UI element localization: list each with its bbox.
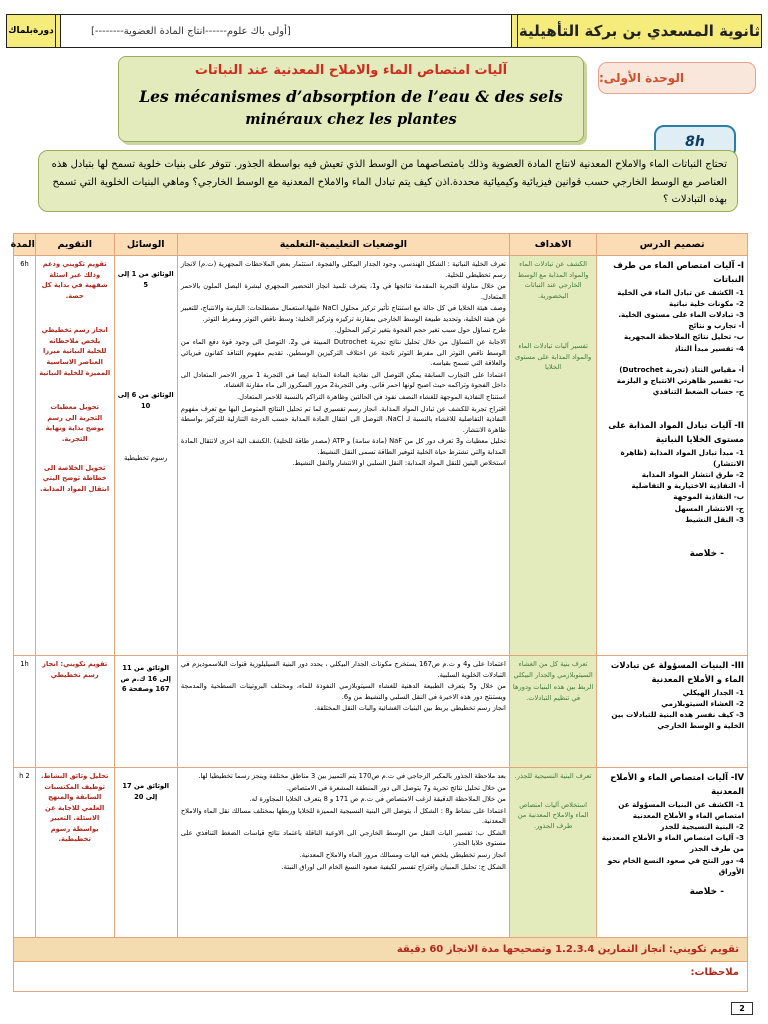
activity-text: من خلال الملاحظة الدقيقة لزغب الامتصاص في ت.م ص 171 و 8 يتعرف الخلايا المجاورة له. [249,795,506,804]
goal-text: تعرف بنية كل من الغشاء السيتوبلازمي والجدار البيكلي [513,660,593,679]
design-item: 2- البنية النسيجية للجذر [660,822,744,832]
design-item: ج- حساب الضغط التنافذي [652,386,744,396]
header-goals: الاهداف [509,234,596,256]
goals-cell [509,656,596,768]
design-summary: - خلاصة [689,886,724,897]
design-item: 1- الجدار الهيكلي [682,687,744,697]
notes-label: ملاحظات: [14,962,748,992]
school-name: ثانوية المسعدي بن بركة التأهيلية [517,15,761,47]
header-divider [511,15,517,47]
activity-text: اقتراح تجربة للكشف عن تبادل المواد المذابة. انجاز رسم تفسيري لما تم تحليل النتائج المتوصل اليها مع تعرف مفهوم النفاذية التفاضلية للاغشاء بالنسبة لـ NaCl، التوصل الى انتقال المادة المذابة حسب الدرجة التنازلية للتركيز بواسطة ظاهرة الانتشار. [180,404,506,434]
design-item: 4- تفسير مبدأ النتاذ [674,343,744,353]
title-french-line1: Les mécanismes d’absorption de l’eau & des sels [139,87,563,106]
means-cell [114,256,177,656]
design-title: I- آليات امتصاص الماء من طرف النباتات [613,260,744,284]
time-cell: 2 h [14,768,36,938]
activity-text: استخلاص اليتين للنقل المواد المذابة: النقل السلبي او الانتشار والنقل النشيط. [292,459,506,468]
design-summary: - خلاصة [689,548,724,559]
design-item: ج- الانتشار المسهل [674,503,744,513]
design-item: 4- دور النتح في صعود النسغ الخام نحو الأوراق [607,855,744,876]
activity-text: من خلال مناولة التجربة المقدمة نتائجها في و1، يتعرف تلميذ انجاز التحضير المجهري لبشرة البصل الملون بالاحمر المتعادل. [180,282,506,301]
evaluation-text: تقويم تكويني ودعم وذلك عبر اسئلة شفهية في بداية كل حصة. [41,260,108,300]
activity-text: تحليل معطيات و3 تعرف دور كل من NaF (مادة سامة) و ATP (مصدر طاقة للخلية) .الكشف الية اخرى لانتقال المادة المذابة والتي تشترط حياة الخلية لتوفير الطاقة تسمى النقل النشيط. [180,437,506,456]
design-item: ب- تفسير ظاهرتي الانتباج و البلزمة [616,375,744,385]
goal-text: الكشف عن تبادلات الماء والمواد المذابة مع الوسط الخارجي عند النباتات اليخضورية. [517,260,589,300]
intro-situation: تحتاج النباتات الماء والاملاح المعدنية لانتاج المادة العضوية وذلك بامتصاصهما من الوسط الذي تعيش فيه بواسطة الجذور. تتوفر على بنيات خلوية تسمح لها بتبادل هذه العناصر مع الوسط الخارجي حسب قوانين فيزيائية وكيميائية محددة.اذن كيف يتم تبادل الماء والاملاح المعدنية مع الوسط الخارجي؟ وماهي البنيات الخلوية التي تسمح بهذه التبادلات ؟ [38,150,738,212]
evaluation-cell [35,768,114,938]
title-french-line2: minéraux chez les plantes [245,111,457,128]
header-activities: الوضعيات التعليمية-التعلمية [177,234,509,256]
lesson-title-box [118,56,584,142]
activity-text: استنتاج النفاذية الموجهة للغشاء النصف نفوذ في الحالتين وظاهرة التراكم بالنسبة للاحمر المتعادل. [236,392,506,401]
means-text: الوثائق من 1 إلى 5 [117,270,174,289]
unit-label: الوحدة الأولى: [598,62,756,94]
activity-text: اعتمادا على و4 و ت.م ص167 يستخرج مكونات الجدار البيكلي ، يحدد دور البنية السيليلوزية قنوات البلاسموديزم في التبادلات الخلوية السلبية. [180,660,506,679]
header-time: المدة [14,234,36,256]
table-header-row [14,234,748,256]
means-cell [114,768,177,938]
design-item: ب- النفاذية الموجهة [673,492,744,502]
activity-text: تعرف الخلية النباتية : الشكل الهندسي، وجود الجدار البيكلي والفجوة. استثمار بعض الملاحظات المجهرية (ت.م) لانجاز رسم تخطيطي للخلية. [180,260,506,279]
formative-row [14,938,748,962]
activity-text: وصف هيئة الخلايا في كل حالة مع استنتاج تأثير تركيز محلول NaCl عليها.استعمال مصطلحات: البلزمة والانتباج، للتعبير عن هيئة الخلية، وتحديد طبيعة الوسط الخارجي بمقارنة تركيزه وتركيز الخلية: وسط ناقص التوتر ومفرط التوتر. [180,304,506,323]
header-bar [6,14,762,48]
activity-text: انجاز رسم تخطيطي يلخص فيه اليات ومسالك مرور الماء والاملاح المعدنية. [299,851,506,860]
header-divider [55,15,60,47]
design-item: 3- كيف نفسر هذه البنية للتبادلات بين الخلية و الوسط الخارجي [611,710,744,731]
activities-cell [177,768,509,938]
design-title: IV- آليات امتصاص الماء و الأملاح المعدنية [610,772,744,796]
goal-text: استخلاص آليات امتصاص الماء والاملاح المعدنية من طرف الجذور. [517,800,589,830]
level-field: [أولى باك علوم------انتاج المادة العضوية--------] [60,15,511,47]
design-item: 2- طرق انتشار المواد المذابة [641,470,744,480]
goal-text: تفسير آليات تبادلات الماء والمواد المذابة على مستوى الخلايا [514,342,592,372]
time-cell: 6h [14,256,36,656]
design-item: أ- مقياس النتاذ (تجربة Dutrochet) [619,364,744,374]
evaluation-cell [35,256,114,656]
evaluation-cell [35,656,114,768]
design-item: 2- الغشاء السيتوبلازمي [661,698,744,708]
activity-text: اعتمادا على التجارب السابقة يمكن التوصل الى نفاذية المادة المذابة ايضا في التجربة 1 مرور الاحمر المتعادل الى داخل الفجوة وتراكمه حيث اصبح لونها احمر قاني. وفي التجربة2 مرور السكروز الى ماء مقارنة الغشاء. [180,370,506,390]
design-item: 1- الكشف عن البنيات المسؤولة عن امتصاص الماء و الأملاح المعدنية [618,799,744,820]
design-item: 1- مبدأ تبادل المواد المذابة (ظاهرة الانتشار) [620,447,744,468]
design-item: أ- النفاذية الاختيارية و التفاضلية [631,481,744,491]
design-item: ب- تحليل نتائج الملاحظة المجهرية [623,332,744,342]
activity-text: الاجابة عن التساؤل من خلال تحليل نتائج تجربة Dutrochet المبينة في و2. التوصل الى وجود قوة دفع الماء من الوسط ناقص التوتر الى مفرط التوتر ناتجة عن اختلاف التركيزين الوسطين. تقديم مفهوم التنافذ كقانون فيزيائي والعلاقة التي تسمح بقياسه. [180,338,506,368]
goal-text: تعرف البنية النسيجية للجذر. [514,772,592,780]
evaluation-text: تحليل وثائق النشاط. توظيف المكتسبات السابقة والمنهج العلمي للاجابة عن الاسئلة. التعبير بواسطة رسوم تخطيطية. [40,772,109,844]
evaluation-text: تحويل الخلاصة الى خطاطة توضح اليتي انتقال المواد المذابة. [40,463,110,493]
means-text: الوثائق من 17 إلى 20 [122,782,170,801]
header-design: تصميم الدرس [597,234,748,256]
formative-text: تقويم تكويني: انجاز التمارين 1.2.3.4 وتصحيحها مدة الانجاز 60 دقيقة [14,938,748,962]
design-title: III- البنيات المسؤولة عن تبادلات الماء و الأملاح المعدنية [610,660,744,684]
design-item: 3- النقل النشيط [685,514,744,524]
design-cell [597,656,748,768]
activity-text: الشكل ج: تحليل المبيان واقتراح تفسير لكيفية صعود النسغ الخام الى اوراق النبتة. [281,862,506,871]
means-text: الوثائق من 6 إلى 10 [117,391,174,410]
evaluation-text: تحويل معطيات التجربة الى رسم يوضح بداية ونهاية التجربة. [45,403,104,443]
evaluation-text: تقويم تكويني: انجاز رسم تخطيطي [42,660,108,679]
goals-cell [509,256,596,656]
design-item: 1- الكشف عن تبادل الماء في الخلية [617,287,744,297]
design-cell [597,768,748,938]
design-title: II- آليات تبادل المواد المذابة على مستوى الخلايا النباتية [608,420,744,444]
lesson-table [10,233,748,992]
table-row [14,656,748,768]
table-row [14,768,748,938]
design-item: أ- تجارب و نتائج [688,321,744,331]
means-cell [114,656,177,768]
activity-text: انجاز رسم تخطيطي يربط بين البنيات الغشائية والبات النقل المختلفة. [314,704,506,713]
goal-text: الربط بين هذه البنيات ودورها في تنظيم التبادلات. [512,683,594,702]
activities-cell [177,656,509,768]
header-means: الوسائل [114,234,177,256]
time-cell: 1h [14,656,36,768]
activity-text: الشكل ب: تفسير اليات النقل من الوسط الخارجي الى الاوعية الناقلة باعتماد نتائج قياسات الضغط التنافذي على مستوى خلايا الجذر. [180,828,506,848]
goals-cell [509,768,596,938]
design-item: 3- آليات امتصاص الماء و الأملاح المعدنية من طرف الجذر [601,833,744,854]
means-text: الوثائق من 11 إلى 16 ك.م ص 167 وصفحة 6 [120,664,171,694]
activities-cell [177,256,509,656]
header-evaluation: التقويم [35,234,114,256]
page-number: 2 [731,1002,753,1015]
design-item: 2- مكونات خلية نباتية [669,298,744,308]
activity-text: من خلال و5 يتعرف الطبيعة الدهنية للغشاء السيتوبلازمي النفوذة للماء، ومختلف البروتينات السطحية والمدمجة ويستنتج دور هذه الاخيرة في النقل السلبي والنشيط من و6. [180,682,506,701]
design-item: 3- تبادلات الماء على مستوى الخلية. [618,310,744,320]
table-row [14,256,748,656]
evaluation-text: انجاز رسم تخطيطي يلخص ملاحظاته للخلية النباتية مبرزا العناصر الاساسية المميزة للخلية النباتية [39,326,111,377]
design-cell [597,256,748,656]
notes-row [14,962,748,992]
activity-text: بعد ملاحظة الجذور بالمكبر الزجاجي في ت.م ص170 يتم التمييز بين 3 مناطق مختلفة وينجز رسما تخطيطيا لها. [198,772,506,780]
activity-text: طرح تساؤل حول سبب تغير حجم الفجوة بتغير تركيز المحلول. [334,326,506,335]
session-box [7,15,55,47]
title-arabic: آليات امتصاص الماء والاملاح المعدنية عند النباتات [194,63,508,78]
activity-text: اعتمادا على نشاط و8 : الشكل أ، يتوصل الى البنية النسيجية المميزة للخلايا وربطها بمختلف مسالك نقل الماء والاملاح المعدنية. [180,806,506,826]
duration-badge: 8h [654,125,736,159]
session-line2: بلماك [8,25,33,36]
activity-text: من خلال تحليل نتائج تجربة و7 يتوصل الى دور المنطقة المشعرة في الامتصاص. [286,783,506,792]
session-line1: دورة [33,25,54,36]
means-text: رسوم تخطيطية [124,454,168,463]
